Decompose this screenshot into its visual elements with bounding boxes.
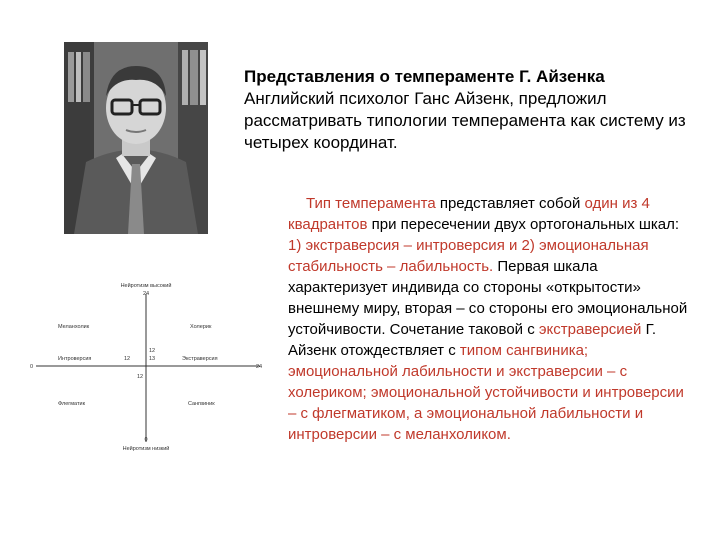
extraversion-label: Экстраверсия <box>182 356 218 362</box>
portrait-photo <box>64 42 208 234</box>
body-paragraph <box>288 193 688 445</box>
right-axis-value: 24 <box>256 364 263 370</box>
bottom-axis-value: 0 <box>144 437 148 443</box>
choleric-label: Холерик <box>190 324 212 330</box>
melancholic-label: Меланхолик <box>58 324 90 330</box>
top-axis-value: 24 <box>142 291 150 297</box>
value-12-top: 12 <box>149 348 156 354</box>
value-12-left: 12 <box>124 356 131 362</box>
body-fragment-6: Первая шкала характеризует индивида со стороны «открытости» внешнему миру, вторая – со стороны его эмоциональной устойчивости. Сочетание таковой с <box>288 258 688 338</box>
body-fragment-1: Тип темперамента <box>306 195 436 212</box>
heading-block <box>244 66 694 154</box>
sanguine-label: Сангвиник <box>188 401 215 407</box>
body-fragment-7: экстраверсией <box>538 321 642 338</box>
value-13: 13 <box>149 356 156 362</box>
body-fragment-3: один из 4 квадрантов <box>288 195 650 233</box>
left-axis-value: 0 <box>30 364 34 370</box>
body-fragment-5: 1) экстраверсия – интроверсия и 2) эмоциональная стабильность – лабильность. <box>288 237 649 275</box>
body-fragment-4: при пересечении двух ортогональных шкал: <box>367 216 680 233</box>
phlegmatic-label: Флегматик <box>58 401 85 407</box>
introversion-label: Интроверсия <box>58 356 92 362</box>
top-axis-label: Нейротизм высокий <box>120 283 172 289</box>
bottom-axis-label: Нейротизм низкий <box>122 446 170 452</box>
eysenck-diagram <box>28 280 268 470</box>
intro-text: Английский психолог Ганс Айзенк, предложил рассматривать типологии темперамента как систему из четырех координат. <box>244 89 686 152</box>
body-fragment-8: Г. Айзенк отождествляет с <box>288 321 657 359</box>
body-fragment-2: представляет собой <box>435 195 585 212</box>
slide-title: Представления о темпераменте Г. Айзенка <box>244 67 605 86</box>
value-12-bottom: 12 <box>137 374 144 380</box>
body-fragment-9: типом сангвиника; эмоциональной лабильности и экстраверсии – с холериком; эмоциональной устойчивости и интроверсии – с флегматиком, а эмоциональной лабильности и интроверсии – с меланхоликом. <box>288 342 684 443</box>
